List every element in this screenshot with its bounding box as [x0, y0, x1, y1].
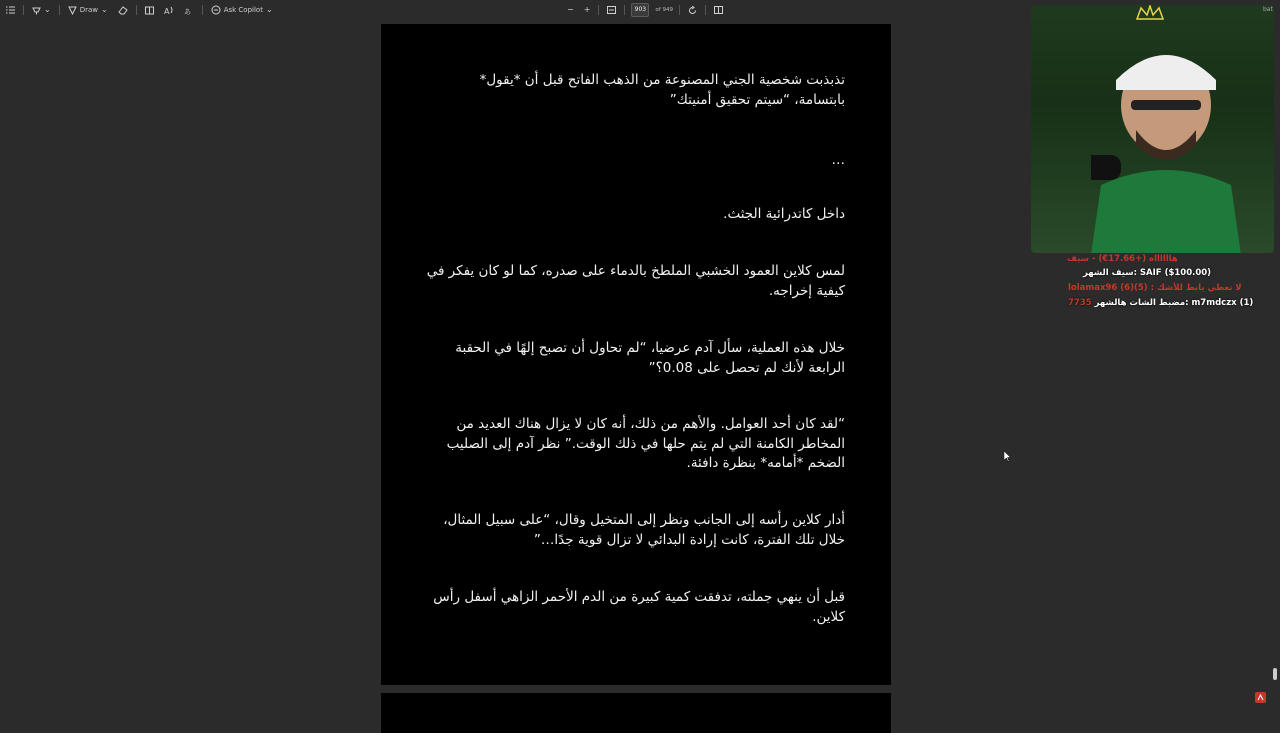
rotate-button[interactable] [686, 2, 699, 18]
fit-page-button[interactable] [605, 2, 618, 18]
paragraph-7: أدار كلاين رأسه إلى الجانب ونظر إلى المتخيل وقال، “على سبيل المثال، خلال تلك الفترة، كانت إرادة البدائي لا تزال قوية جدًا…” [443, 512, 845, 548]
paragraph-6: “لقد كان أحد العوامل. والأهم من ذلك، أنه كان لا يزال هناك العديد من المخاطر الكامنة التي لم يتم حلها في ذلك الوقت.” نظر آدم إلى الصليب الضخم *أمامه* بنظرة دافئة. [446, 416, 845, 471]
chevron-down-icon: ⌄ [44, 5, 51, 14]
chevron-down-icon: ⌄ [101, 5, 108, 14]
plus-icon: + [583, 5, 591, 14]
minus-icon: − [567, 5, 574, 14]
paragraph-1: تذبذبت شخصية الجني المصنوعة من الذهب الفاتح قبل أن *يقول* بابتسامة، “سيتم تحقيق أمنيتك” [479, 72, 845, 108]
crown-icon [1135, 5, 1165, 21]
paragraph-2: … [831, 152, 845, 168]
book-icon [714, 6, 723, 14]
streamer-image [1091, 35, 1241, 253]
erase-button[interactable] [116, 2, 130, 18]
donation-message: lolamax96 (6)(5) : لا تعطي يابط للأشك [1068, 283, 1242, 293]
top-chatter-text: مضبط الشات هالشهر: m7mdczx (1) [1094, 298, 1254, 308]
paragraph-5: خلال هذه العملية، سأل آدم عرضيا، “لم تحاول أن تصبح إلهًا في الحقبة الرابعة لأنك لم تحصل على 0.08؟” [455, 340, 845, 376]
webcam-overlay [1031, 5, 1274, 253]
page-view-button[interactable] [712, 2, 725, 18]
toolbar-divider [624, 5, 625, 15]
translate-icon [184, 6, 194, 15]
page-total: of 949 [655, 7, 673, 13]
fit-page-icon [607, 6, 616, 14]
toolbar-divider [202, 5, 203, 15]
top-donor-line: سيف الشهر: SAIF ($100.00) [1083, 268, 1212, 278]
toolbar-divider [136, 5, 137, 15]
eraser-icon [118, 6, 128, 15]
top-chatter-line [1068, 298, 1253, 308]
highlighter-icon [32, 6, 41, 15]
read-aloud-icon [164, 6, 174, 15]
list-icon [6, 6, 15, 14]
chat-count: 7735 [1068, 298, 1092, 308]
mouse-cursor-icon [1004, 451, 1011, 462]
page-number-input[interactable]: 903 [631, 3, 649, 17]
ask-copilot-label: Ask Copilot [223, 6, 263, 14]
highlight-button[interactable] [30, 2, 53, 18]
toolbar-divider [598, 5, 599, 15]
draw-label: Draw [79, 6, 98, 14]
paragraph-8: قبل أن ينهي جملته، تدفقت كمية كبيرة من الدم الأحمر الزاهي أسفل رأس كلاين. [433, 589, 845, 625]
overlay-label: bat [1263, 6, 1273, 13]
toolbar-divider [705, 5, 706, 15]
table-of-contents-button[interactable] [4, 2, 17, 18]
svg-text:A: A [163, 6, 170, 15]
next-pdf-page [381, 693, 891, 733]
svg-text:あ: あ [183, 7, 191, 15]
scrollbar-thumb[interactable] [1273, 668, 1277, 680]
copilot-icon [211, 5, 221, 15]
donation-alert: هااااااه (+17.66€) - سيف [1067, 254, 1178, 264]
read-aloud-button[interactable] [162, 2, 176, 18]
paragraph-3: داخل كاتدرائية الجثث. [723, 206, 845, 222]
ask-copilot-button[interactable] [209, 2, 275, 18]
translate-button[interactable] [182, 2, 196, 18]
rotate-icon [688, 6, 697, 15]
chevron-down-icon: ⌄ [265, 5, 273, 14]
toolbar-divider [679, 5, 680, 15]
toolbar-divider [59, 5, 60, 15]
pdf-icon[interactable] [1255, 692, 1266, 703]
paragraph-4: لمس كلاين العمود الخشبي الملطخ بالدماء على صدره، كما لو كان يفكر في كيفية إخراجه. [426, 263, 845, 299]
draw-button[interactable] [66, 2, 110, 18]
pdf-page [381, 24, 891, 685]
pen-icon [68, 6, 77, 15]
view-button[interactable] [143, 2, 156, 18]
layout-icon [145, 6, 154, 15]
toolbar-divider [23, 5, 24, 15]
zoom-out-button[interactable] [565, 2, 576, 18]
zoom-in-button[interactable] [582, 2, 593, 18]
